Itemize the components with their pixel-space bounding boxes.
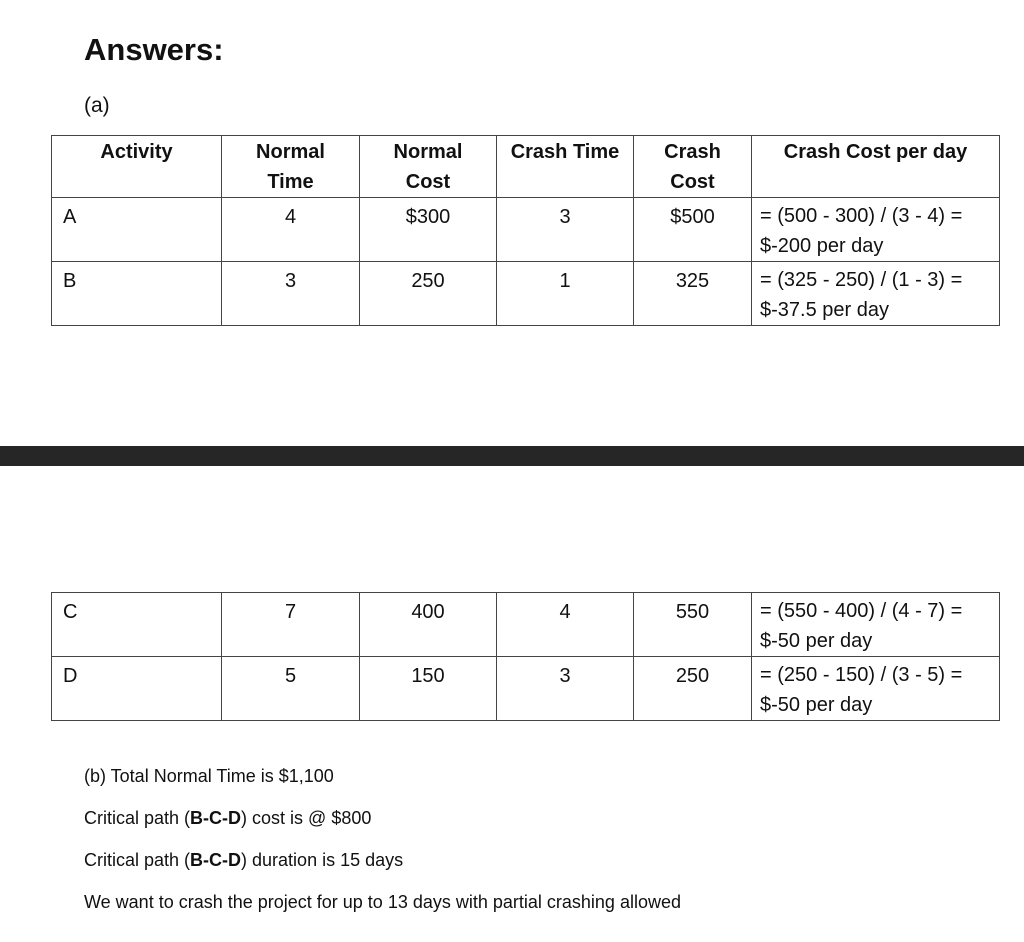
header-crash-cost-per-day: Crash Cost per day bbox=[752, 136, 1000, 198]
crash-cost-per-day-cell: = (325 - 250) / (1 - 3) = $-37.5 per day bbox=[752, 262, 1000, 326]
table-row bbox=[52, 198, 1000, 262]
answers-heading: Answers: bbox=[84, 32, 224, 67]
normal-time-cell: 5 bbox=[222, 657, 360, 721]
crash-cost-table-top bbox=[51, 135, 1000, 326]
page-break-divider bbox=[0, 446, 1024, 466]
crash-cost-per-day-cell: = (500 - 300) / (3 - 4) = $-200 per day bbox=[752, 198, 1000, 262]
normal-cost-cell: 400 bbox=[360, 593, 497, 657]
crash-time-cell: 3 bbox=[497, 657, 634, 721]
part-a-label: (a) bbox=[84, 94, 110, 117]
crash-time-cell: 4 bbox=[497, 593, 634, 657]
crash-goal-line: We want to crash the project for up to 13 days with partial crashing allowed bbox=[84, 892, 681, 912]
crash-cost-table-bottom bbox=[51, 592, 1000, 721]
crash-cost-cell: 325 bbox=[634, 262, 752, 326]
normal-cost-cell: 250 bbox=[360, 262, 497, 326]
normal-time-cell: 3 bbox=[222, 262, 360, 326]
activity-cell: C bbox=[52, 593, 222, 657]
crash-cost-cell: 550 bbox=[634, 593, 752, 657]
total-normal-line: (b) Total Normal Time is $1,100 bbox=[84, 766, 334, 786]
normal-cost-cell: $300 bbox=[360, 198, 497, 262]
crash-cost-cell: 250 bbox=[634, 657, 752, 721]
crash-cost-per-day-cell: = (250 - 150) / (3 - 5) = $-50 per day bbox=[752, 657, 1000, 721]
critical-path-cost-line: Critical path (B-C-D) cost is @ $800 bbox=[84, 808, 372, 828]
critical-path-duration-line: Critical path (B-C-D) duration is 15 days bbox=[84, 850, 404, 870]
normal-time-cell: 4 bbox=[222, 198, 360, 262]
header-crash-time: Crash Time bbox=[497, 136, 634, 198]
activity-cell: D bbox=[52, 657, 222, 721]
header-normal-time: Normal Time bbox=[222, 136, 360, 198]
part-b-notes bbox=[84, 762, 681, 930]
crash-cost-cell: $500 bbox=[634, 198, 752, 262]
normal-time-cell: 7 bbox=[222, 593, 360, 657]
table-row bbox=[52, 593, 1000, 657]
crash-cost-per-day-cell: = (550 - 400) / (4 - 7) = $-50 per day bbox=[752, 593, 1000, 657]
crash-time-cell: 1 bbox=[497, 262, 634, 326]
activity-cell: A bbox=[52, 198, 222, 262]
header-crash-cost: Crash Cost bbox=[634, 136, 752, 198]
table-header-row bbox=[52, 136, 1000, 198]
crash-time-cell: 3 bbox=[497, 198, 634, 262]
normal-cost-cell: 150 bbox=[360, 657, 497, 721]
activity-cell: B bbox=[52, 262, 222, 326]
table-row bbox=[52, 657, 1000, 721]
header-activity: Activity bbox=[52, 136, 222, 198]
header-normal-cost: Normal Cost bbox=[360, 136, 497, 198]
table-row bbox=[52, 262, 1000, 326]
